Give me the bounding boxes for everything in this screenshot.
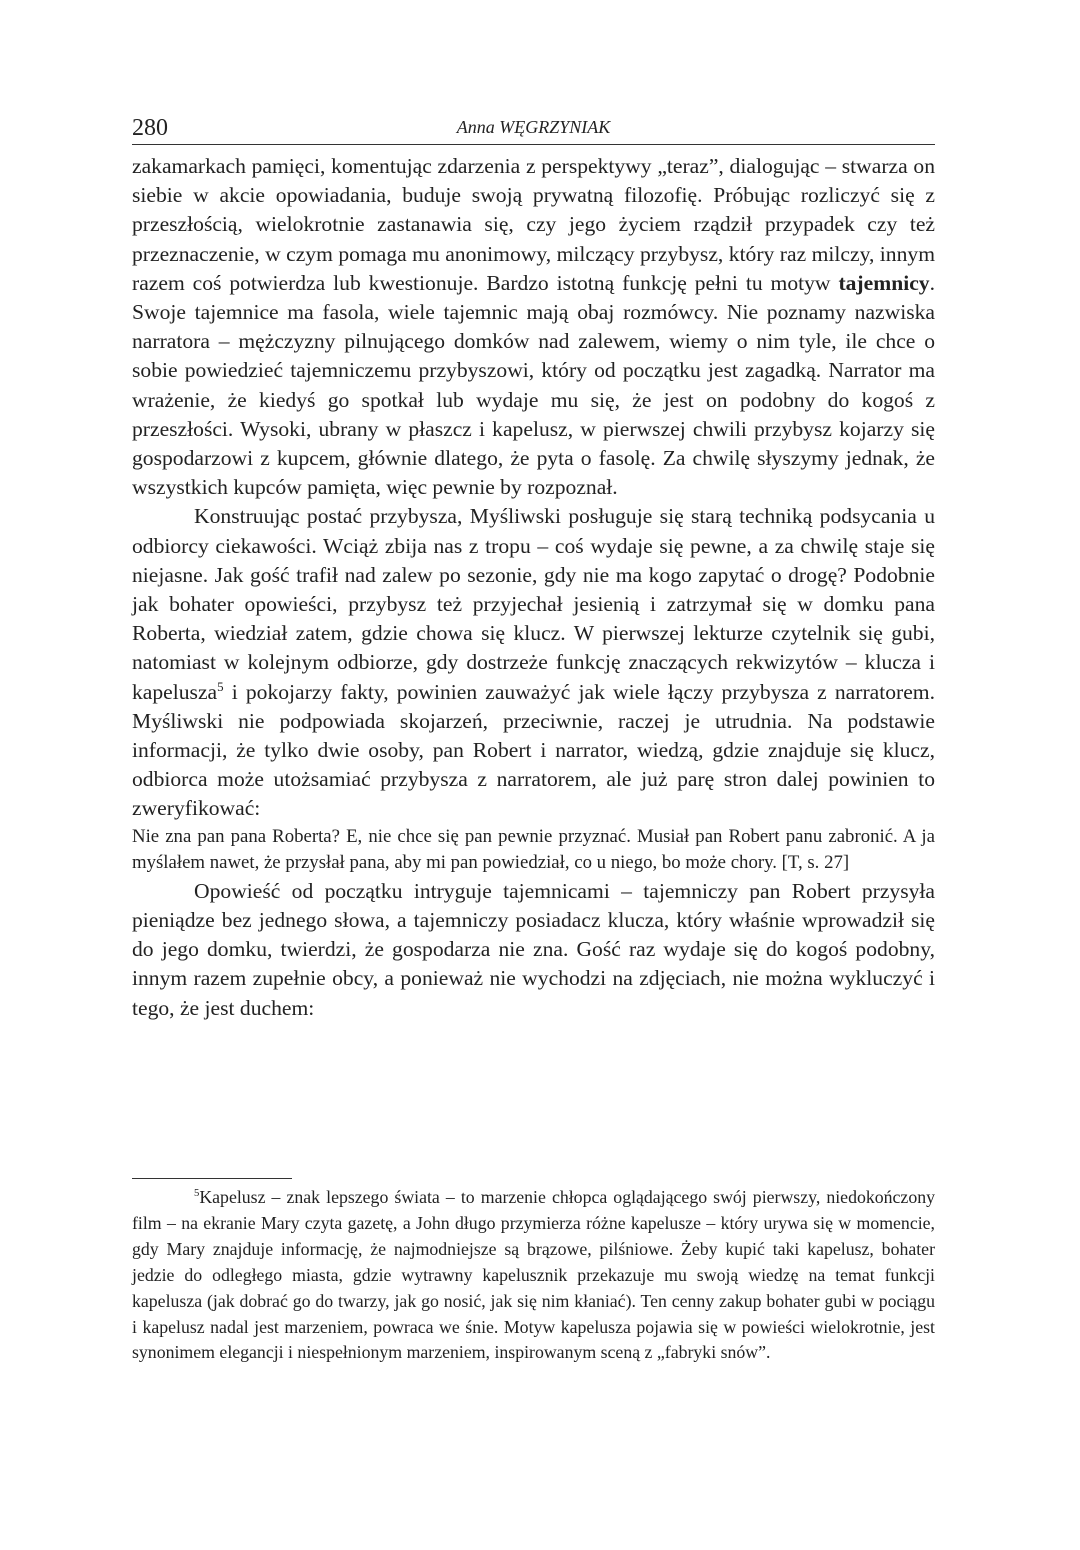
- footnotes: [132, 1178, 935, 1366]
- footnote-separator: [132, 1178, 292, 1179]
- paragraph-3: Opowieść od początku intryguje tajemnicami – tajemniczy pan Robert przysyła pieniądze bez jednego słowa, a tajemniczy posiadacz klucza, który właśnie wprowadził się do jego domku, twierdzi, że gospodarza nie zna. Gość raz wydaje się do kogoś podobny, innym razem zupełnie obcy, a ponieważ nie wychodzi na zdjęciach, nie można wykluczyć i tego, że jest duchem:: [132, 878, 935, 1020]
- block-quote: Nie zna pan pana Roberta? E, nie chce się pan pewnie przyznać. Musiał pan Robert panu zabronić. A ja myślałem nawet, że przysłał pana, aby mi pan powiedział, co u niego, bo może chory. [T, s. 27]: [132, 825, 935, 874]
- emphasis-tajemnicy: tajemnicy: [838, 270, 930, 295]
- paragraph-2: [132, 502, 935, 823]
- paragraph-2-part-a: Konstruując postać przybysza, Myśliwski posługuje się starą techniką podsycania u odbiorcy ciekawości. Wciąż zbija nas z tropu – coś wydaje się pewne, a za chwilę staje się niejasne. Jak gość trafił nad zalew po sezonie, gdy nie ma kogo zapytać o drogę? Podobnie jak bohater opowieści, przybysz też przyjechał jesienią i zatrzymał się w domku pana Roberta, wiedział zatem, gdzie chowa się klucz. W pierwszej lekturze czytelnik się gubi, natomiast w kolejnym odbiorze, gdy dostrzeże funkcję znaczących rekwizytów – klucza i kapelusza: [132, 504, 935, 704]
- page-content: [132, 112, 935, 1023]
- running-head-author: Anna WĘGRZYNIAK: [456, 117, 611, 137]
- paragraph-1-part-b: . Swoje tajemnice ma fasola, wiele tajemnic mają obaj rozmówcy. Nie poznamy nazwiska narratora – mężczyzny pilnującego domków nad zalewem, wiemy o nim tyle, ile chce o sobie powiedzieć tajemniczemu przybyszowi, który od początku jest zagadką. Narrator ma wrażenie, że kiedyś go spotkał lub wydaje mu się, że jest on podobny do kogoś z przeszłości. Wysoki, ubrany w płaszcz i kapelusz, w pierwszej chwili przybysz kojarzy się gospodarzowi z kupcem, głównie dlatego, że pyta o fasolę. Za chwilę słyszymy jednak, że wszystkich kupców pamięta, więc pewnie by rozpoznał.: [132, 270, 935, 500]
- footnote-number: 5: [194, 1187, 200, 1200]
- paragraph-1-part-a: zakamarkach pamięci, komentując zdarzenia z perspektywy „teraz”, dialogując – stwarza on siebie w akcie opowiadania, buduje swoją prywatną filozofię. Próbując rozliczyć się z przeszłością, wielokrotnie zastanawia się, czy jego życiem rządził przypadek czy też przeznaczenie, w czym pomaga mu anonimowy, milczący przybysz, który raz milczy, innym razem coś potwierdza lub kwestionuje. Bardzo istotną funkcję pełni tu motyw: [132, 154, 935, 295]
- footnote-5-text: Kapelusz – znak lepszego świata – to marzenie chłopca oglądającego swój pierwszy, niedokończony film – na ekranie Mary czyta gazetę, a John długo przymierza różne kapelusze – który urywa się w momencie, gdy Mary znajduje informację, że najmodniejsze są brązowe, pilśniowe. Żeby kupić taki kapelusz, bohater jedzie do odległego miasta, gdzie wytrawny kapelusznik przekazuje mu swoją wiedzę na temat funkcji kapelusza (jak dobrać go do twarzy, jak go nosić, jak się nim kłaniać). Ten cenny zakup bohater gubi w pociągu i kapelusz nadal jest marzeniem, powraca we śnie. Motyw kapelusza pojawia się w powieści wielokrotnie, jest synonimem elegancji i niespełnionym marzeniem, inspirowanym sceną z „fabryki snów”.: [132, 1187, 935, 1363]
- page-number: 280: [132, 115, 168, 141]
- footnote-5: [132, 1185, 935, 1366]
- page-header: [132, 112, 935, 145]
- body-text: [132, 152, 935, 1023]
- paragraph-1: [132, 152, 935, 502]
- footnote-reference[interactable]: 5: [217, 678, 224, 694]
- paragraph-2-part-b: i pokojarzy fakty, powinien zauważyć jak wiele łączy przybysza z narratorem. Myśliwski nie podpowiada skojarzeń, przeciwnie, raczej je utrudnia. Na podstawie informacji, że tylko dwie osoby, pan Robert i narrator, wiedzą, gdzie znajduje się klucz, odbiorca może utożsamiać przybysza z narratorem, ale już parę stron dalej powinien to zweryfikować:: [132, 679, 935, 821]
